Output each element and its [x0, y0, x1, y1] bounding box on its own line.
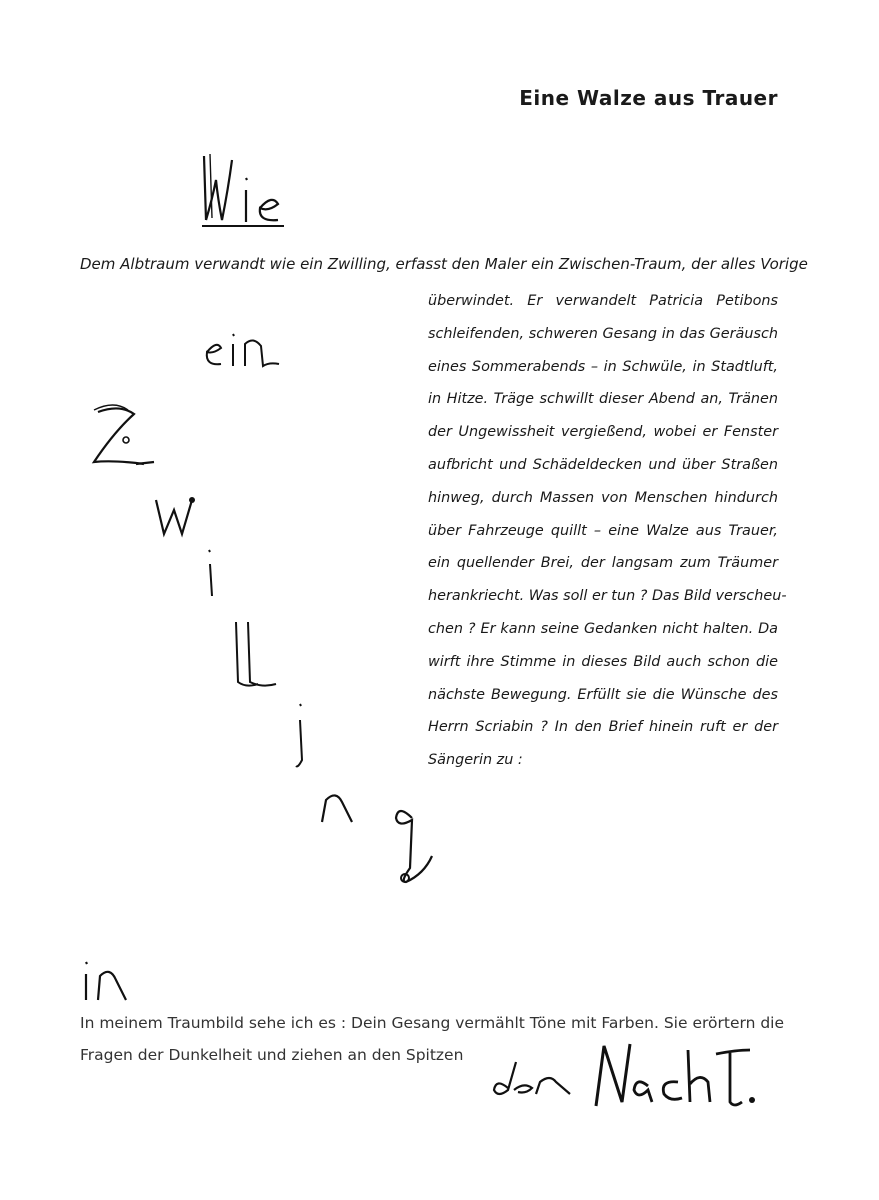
column-line: Sängerin zu : — [428, 752, 523, 769]
column-line: eines Sommerabends – in Schwüle, in Stadtluft, — [428, 358, 778, 375]
column-line: in Hitze. Träge schwillt dieser Abend an, Tränen — [428, 391, 778, 408]
handwritten-letter-i2 — [290, 700, 314, 774]
handwritten-word-ein — [203, 322, 283, 372]
intro-line: Dem Albtraum verwandt wie ein Zwilling, erfasst den Maler ein Zwischen-Traum, der alles Vorige — [80, 255, 808, 273]
column-line: wirft ihre Stimme in dieses Bild auch schon die — [428, 653, 778, 670]
column-line: chen ? Er kann seine Gedanken nicht halten. Da — [428, 620, 778, 637]
column-line: überwindet. Er verwandelt Patricia Petibons — [428, 293, 778, 309]
column-line: aufbricht und Schädeldecken und über Straßen — [428, 456, 778, 473]
bottom-line-1: In meinem Traumbild sehe ich es : Dein Gesang vermählt Töne mit Farben. Sie erörtern die — [80, 1014, 785, 1032]
handwritten-word-in — [78, 958, 138, 1006]
column-line: schleifenden, schweren Gesang in das Geräusch — [428, 325, 778, 342]
page-title: Eine Walze aus Trauer — [519, 86, 778, 110]
handwritten-letters-ll — [228, 618, 288, 690]
column-line: hinweg, durch Massen von Menschen hindurch — [428, 489, 778, 506]
handwritten-word-nacht — [590, 1036, 760, 1116]
bottom-line-2: Fragen der Dunkelheit und ziehen an den Spitzen — [80, 1046, 464, 1064]
column-line: über Fahrzeuge quillt – eine Walze aus Trauer, — [428, 522, 778, 539]
handwritten-letter-i — [201, 546, 221, 602]
column-line: Herrn Scriabin ? In den Brief hinein ruft er der — [428, 719, 778, 736]
column-line: der Ungewissheit vergießend, wobei er Fenster — [428, 424, 778, 441]
column-line: nächste Bewegung. Erfüllt sie die Wünsche des — [428, 686, 778, 703]
handwritten-letter-g — [386, 798, 442, 890]
handwritten-letter-z — [84, 402, 164, 472]
text-column — [428, 285, 787, 777]
handwritten-letter-n — [318, 788, 362, 828]
handwritten-word-der — [490, 1058, 580, 1104]
column-line: herankriecht. Was soll er tun ? Das Bild verscheu- — [428, 588, 787, 605]
handwritten-letter-w — [152, 494, 202, 540]
handwritten-word-wie — [198, 150, 288, 230]
column-line: ein quellender Brei, der langsam zum Träumer — [428, 555, 778, 572]
